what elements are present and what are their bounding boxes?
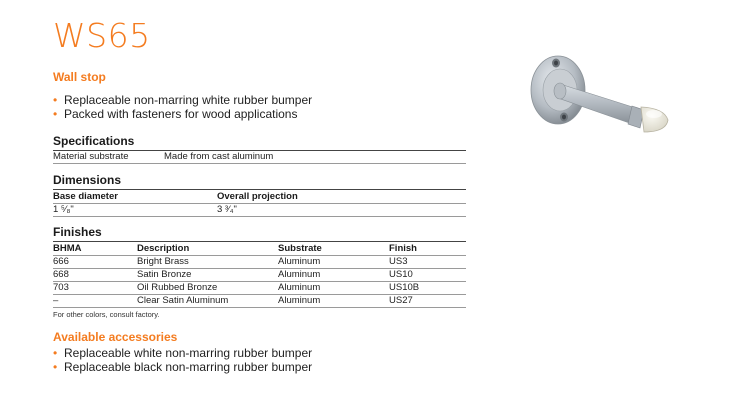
table-cell: 3 ³⁄₄": [217, 204, 466, 217]
column-header: Base diameter: [53, 191, 217, 204]
specifications-table: [53, 151, 466, 164]
bullet-icon: •: [53, 346, 58, 360]
finishes-heading: Finishes: [53, 225, 102, 239]
table-cell: Clear Satin Aluminum: [137, 295, 278, 308]
feature-list: [53, 93, 473, 121]
table-cell: Aluminum: [278, 295, 389, 308]
feature-text: Packed with fasteners for wood applications: [64, 107, 298, 121]
table-cell: US3: [389, 256, 466, 269]
dimensions-table: [53, 191, 466, 217]
spec-label: Material substrate: [53, 151, 164, 164]
table-cell: 668: [53, 269, 137, 282]
accessory-text: Replaceable black non-marring rubber bumper: [64, 360, 313, 374]
table-row: [53, 282, 466, 295]
specifications-heading: Specifications: [53, 134, 135, 148]
accessory-text: Replaceable white non-marring rubber bumper: [64, 346, 313, 360]
table-row: [53, 256, 466, 269]
product-title: WS65: [53, 16, 151, 55]
wall-stop-product-image: [520, 36, 680, 166]
table-cell: US10: [389, 269, 466, 282]
finishes-table: [53, 243, 466, 308]
table-header-row: [53, 191, 466, 204]
accessory-item: [53, 346, 473, 360]
column-header: BHMA: [53, 243, 137, 256]
feature-item: [53, 107, 473, 121]
feature-item: [53, 93, 473, 107]
table-cell: US10B: [389, 282, 466, 295]
table-cell: US27: [389, 295, 466, 308]
table-cell: –: [53, 295, 137, 308]
table-row: [53, 151, 466, 164]
product-subtitle: Wall stop: [53, 70, 106, 84]
table-cell: Aluminum: [278, 256, 389, 269]
table-cell: 703: [53, 282, 137, 295]
table-cell: 666: [53, 256, 137, 269]
column-header: Description: [137, 243, 278, 256]
dimensions-heading: Dimensions: [53, 173, 122, 187]
table-row: [53, 295, 466, 308]
column-header: Overall projection: [217, 191, 466, 204]
column-header: Substrate: [278, 243, 389, 256]
table-row: [53, 269, 466, 282]
table-cell: 1 ⁵⁄₈": [53, 204, 217, 217]
bullet-icon: •: [53, 107, 58, 121]
spec-value: Made from cast aluminum: [164, 151, 466, 164]
accessories-heading: Available accessories: [53, 330, 178, 344]
finishes-note: For other colors, consult factory.: [53, 310, 160, 319]
table-cell: Satin Bronze: [137, 269, 278, 282]
table-row: [53, 204, 466, 217]
accessories-list: [53, 346, 473, 374]
table-cell: Bright Brass: [137, 256, 278, 269]
column-header: Finish: [389, 243, 466, 256]
table-cell: Aluminum: [278, 269, 389, 282]
finishes-rule: [53, 241, 466, 242]
feature-text: Replaceable non-marring white rubber bumper: [64, 93, 313, 107]
accessory-item: [53, 360, 473, 374]
table-cell: Oil Rubbed Bronze: [137, 282, 278, 295]
dimensions-rule: [53, 189, 466, 190]
table-header-row: [53, 243, 466, 256]
bullet-icon: •: [53, 360, 58, 374]
bullet-icon: •: [53, 93, 58, 107]
table-cell: Aluminum: [278, 282, 389, 295]
